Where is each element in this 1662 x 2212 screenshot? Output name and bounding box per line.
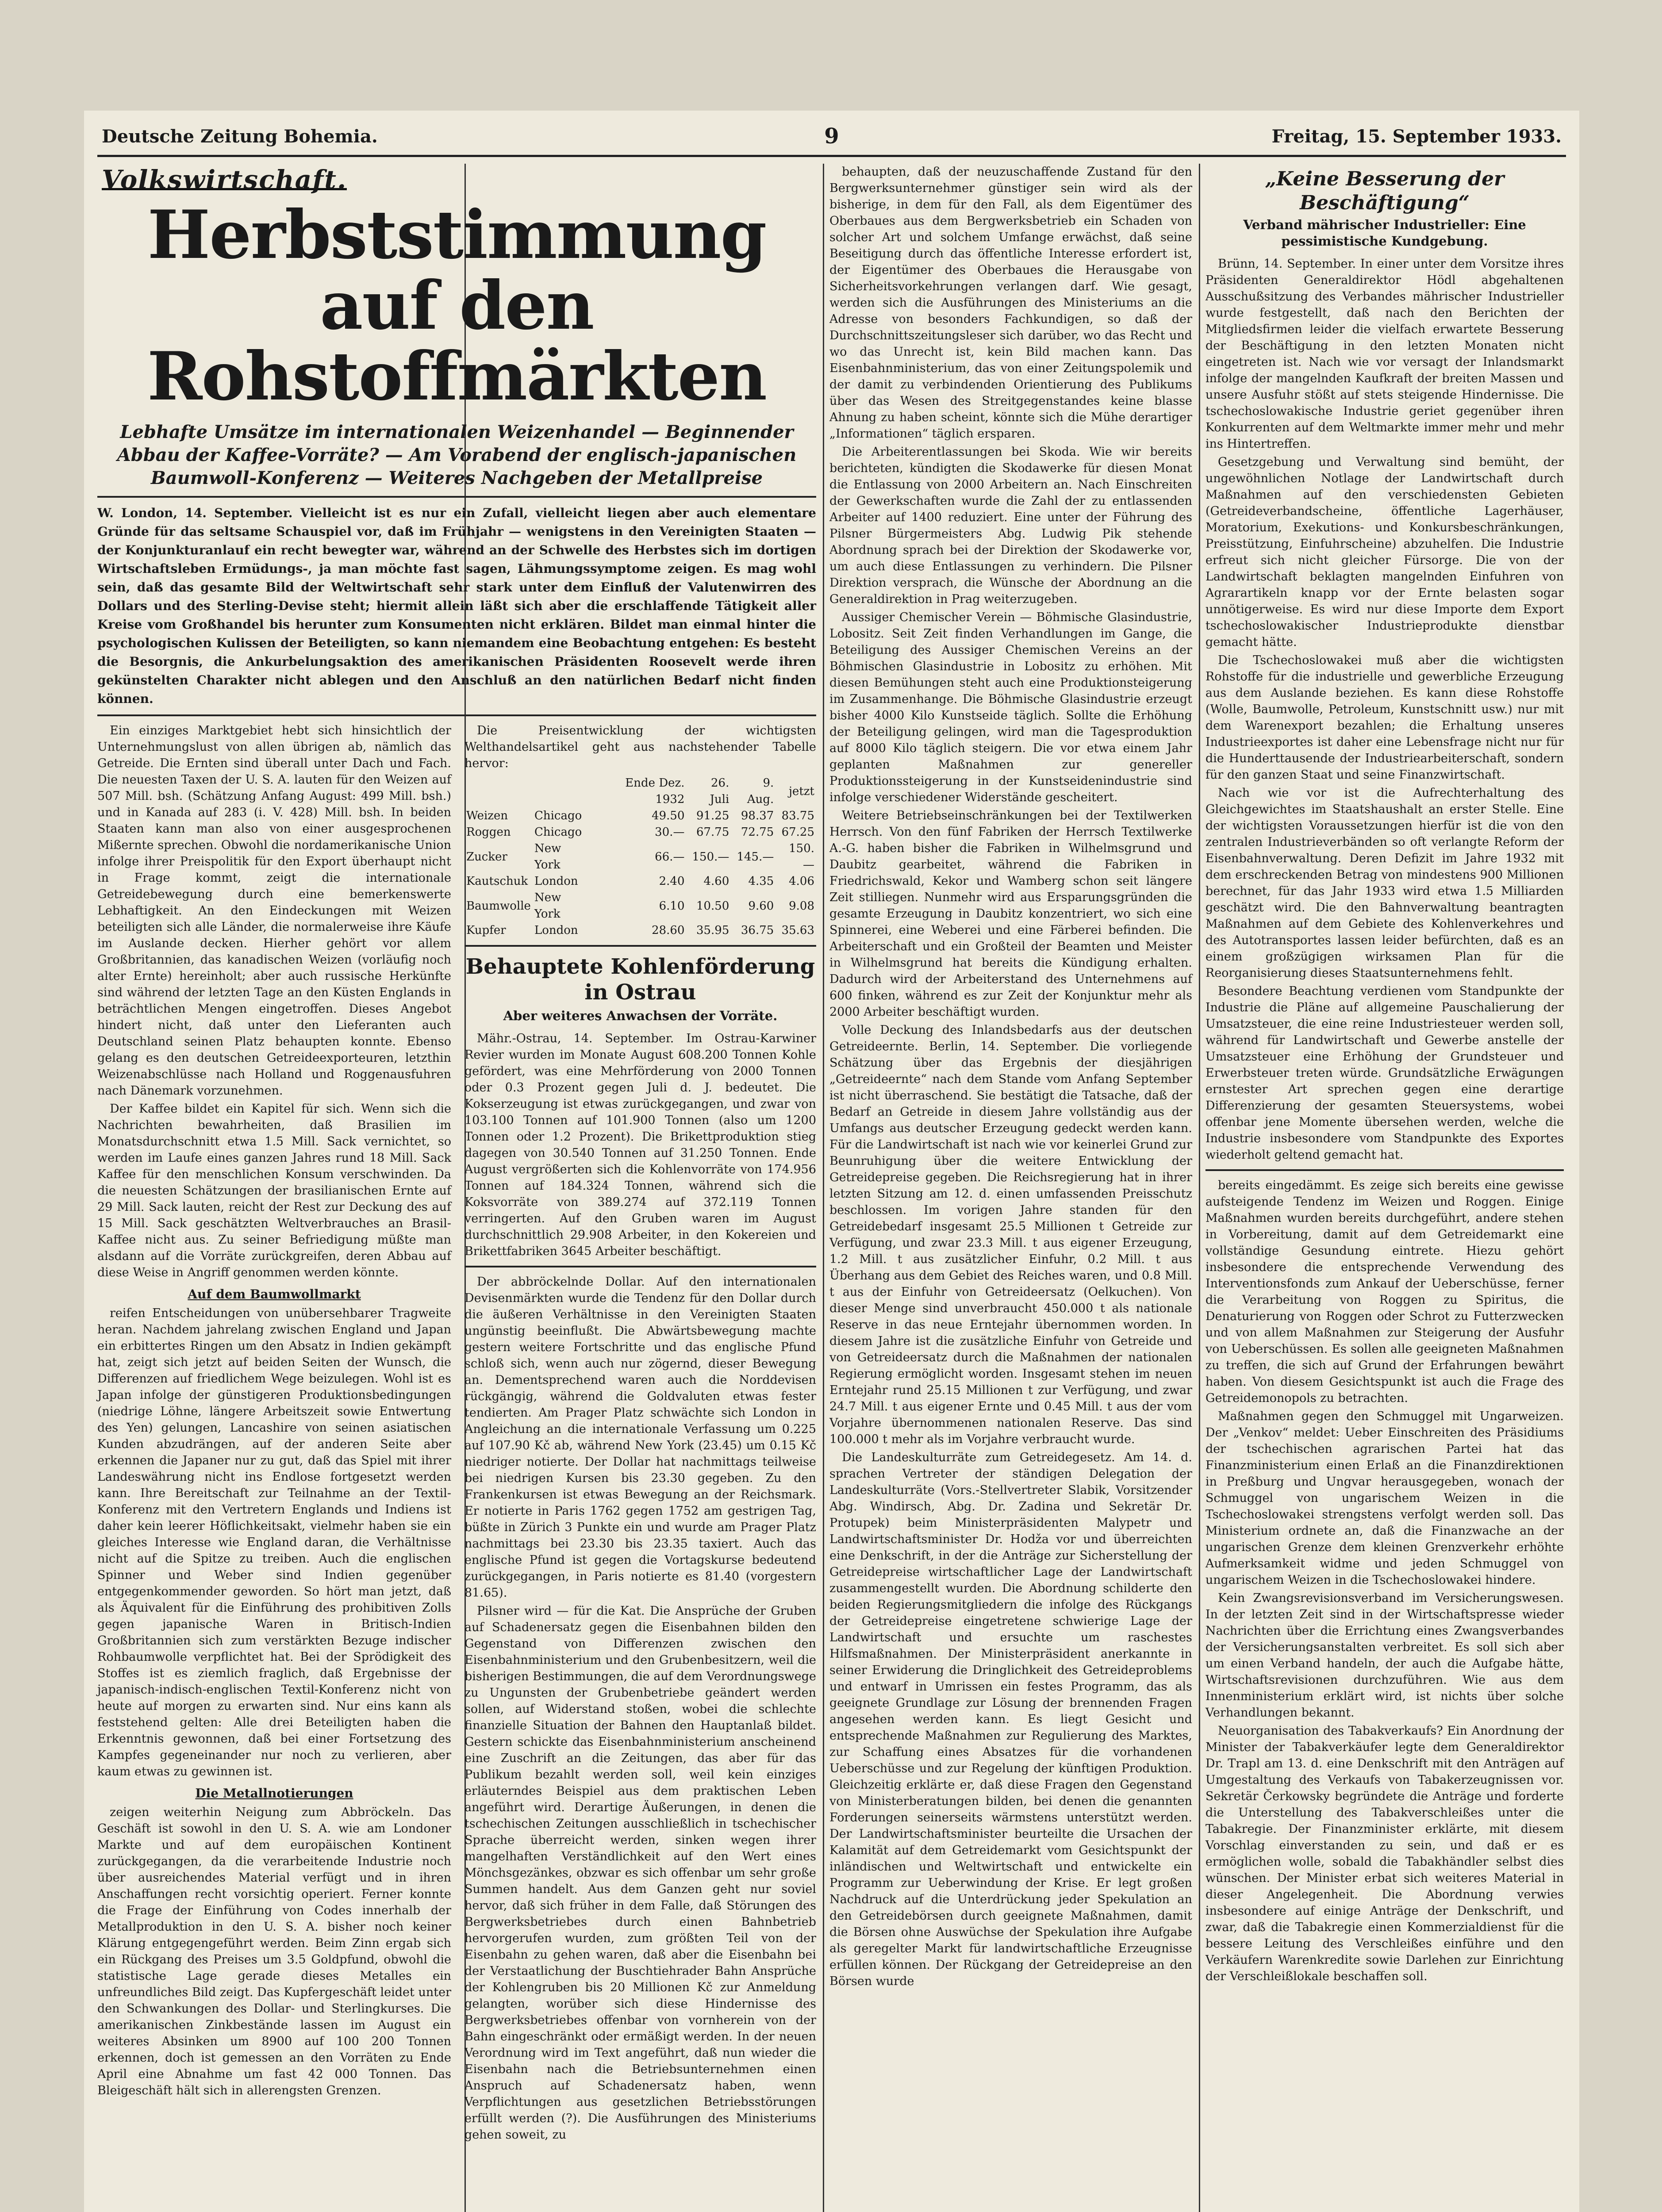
newspaper-page [84, 111, 1579, 2212]
middle-column [829, 164, 1192, 1991]
table-cell: 98.37 [741, 809, 774, 822]
paragraph: Die Tschechoslowakei muß aber die wichtigsten Rohstoffe für die industrielle und gewerbliche Erzeugung aus dem Auslande beziehen. Es kann diese Rohstoffe (Wolle, Baumwolle, Petroleum, Kunstschnitt usw.) nur mit dem Warenexport bezahlen; die Erhaltung unseres Industrieexportes ist daher eine Lebensfrage nicht nur für die Hunderttausende der Industriearbeiterschaft, sondern für den ganzen Staat und seine Finanzwirtschaft. [1205, 653, 1564, 782]
table-cell: 9.60 [748, 899, 774, 913]
divider [97, 714, 816, 716]
header-rule [97, 155, 1566, 157]
table-cell: London [534, 875, 578, 888]
table-cell: Roggen [466, 826, 511, 839]
table-cell: 67.25 [781, 826, 814, 839]
table-cell: 72.75 [741, 826, 774, 839]
table-cell: Chicago [534, 826, 582, 839]
table-cell: 35.95 [696, 924, 729, 937]
paragraph: Der Kaffee bildet ein Kapitel für sich. Wenn sich die Nachrichten bewahrheiten, daß Brasilien im Monatsdurchschnitt etwa 1.5 Mill. Sack vernichtet, so werden im Laufe eines ganzen Jahres rund 18 Mill. Sack Kaffee für den menschlichen Konsum verschwinden. Da die neuesten Schätzungen der brasilianischen Ernte auf 29 Mill. Sack lauten, reicht der Rest zur Deckung des auf 15 Mill. Sack geschätzten Weltverbrauches an Brasil-Kaffee nicht aus. Zu seiner Befriedigung müßte man alsdann auf die Vorräte zurückgreifen, deren Abbau auf diese Weise in Angriff genommen werden könnte. [97, 1102, 451, 1279]
table-cell: 2.40 [659, 875, 685, 888]
article-column-b [464, 722, 816, 2145]
table-cell: 150.— [692, 850, 729, 864]
table-cell: London [534, 924, 578, 937]
right-column [1205, 164, 1564, 1986]
table-row [464, 873, 816, 890]
paragraph: Maßnahmen gegen den Schmuggel mit Ungarweizen. Der „Venkov“ meldet: Ueber Einschreiten des Präsidiums der tschechischen agrarischen Partei hat das Finanzministerium einen Erlaß an die Finanzdirektionen in Preßburg und Ungvar herausgegeben, wonach der Schmuggel von ungarischem Weizen in die Tschechoslowakei strengstens verfolgt werden soll. Das Ministerium ordnete an, daß die Finanzwache an der ungarischen Grenze dem kleinen Grenzverkehr erhöhte Aufmerksamkeit widme und jeden Schmuggel von ungarischem Weizen in die Tschechoslowakei hindere. [1205, 1409, 1564, 1587]
divider [464, 945, 816, 947]
table-cell: New York [534, 842, 561, 872]
paragraph: Die Arbeiterentlassungen bei Skoda. Wie wir bereits berichteten, kündigten die Skodawerke für diesen Monat die Entlassung von 2000 Arbeitern an. Nach Einschreiten der Gewerkschaften wurde die Zahl der zu entlassenden Arbeiter auf 1400 reduziert. Eine unter der Führung des Pilsner Bürgermeisters Abg. Ludwig Pik stehende Abordnung sprach bei der Direktion der Skodawerke vor, um auch diese Entlassungen zu verhindern. Die Pilsner Direktion versprach, die Wünsche der Abordnung an die Generaldirektion in Prag weiterzugeben. [829, 445, 1192, 606]
table-cell: 9.08 [789, 899, 814, 913]
table-cell: 91.25 [696, 809, 729, 822]
article-subheadline: Lebhafte Umsätze im internationalen Weizenhandel — Beginnender Abbau der Kaffee-Vorräte? — Am Vorabend der englisch-japanischen Baumwoll-Konferenz — Weiteres Nachgeben der Metallpreise [117, 422, 797, 488]
divider [1205, 1169, 1564, 1171]
masthead-name: Deutsche Zeitung Bohemia. [102, 126, 378, 147]
table-cell: New York [534, 891, 561, 921]
section-heading: Auf dem Baumwollmarkt [188, 1287, 361, 1302]
article-subheadline: Aber weiteres Anwachsen der Vorräte. [503, 1008, 778, 1023]
table-cell: 28.60 [652, 924, 685, 937]
table-cell: jetzt [788, 784, 814, 798]
divider [464, 1266, 816, 1267]
table-row [464, 841, 816, 873]
table-row [464, 808, 816, 824]
page-number: 9 [824, 124, 839, 149]
table-cell: Kupfer [466, 924, 506, 937]
divider [97, 496, 816, 498]
section-heading: Die Metallnotierungen [195, 1786, 353, 1801]
section-label: Volkswirtschaft. [102, 165, 347, 195]
article-subheadline: Verband mährischer Industrieller: Eine pessimistische Kundgebung. [1243, 217, 1526, 249]
paragraph: Gesetzgebung und Verwaltung sind bemüht, der ungewöhnlichen Notlage der Landwirtschaft durch Maßnahmen auf den verschiedensten Gebieten (Getreideverbandscheine, öffentliche Lagerhäuser, Moratorium, Exekutions- und Konkursbeschränkungen, Preisstützung, Einfuhrscheine) abzuhelfen. Die Industrie erfreut sich nicht gleicher Fürsorge. Die von der Landwirtschaft beklagten mangelnden Einfuhren von Agrarartikeln knapp vor der Ernte belasten sogar unnötigerweise. Es wird nur diese Importe dem Export tschechoslowakischer Industrieprodukte dienstbar gemacht hätte. [1205, 455, 1564, 649]
table-cell: 30.— [655, 826, 685, 839]
paragraph: Mähr.-Ostrau, 14. September. Im Ostrau-Karwiner Revier wurden im Monate August 608.200 Tonnen Kohle gefördert, was eine Mehrförderung von 2000 Tonnen oder 0.3 Prozent gegen Juli d. J. bedeutet. Die Kokserzeugung ist etwas zurückgegangen, und zwar von 103.100 Tonnen auf 101.900 Tonnen (also um 1200 Tonnen oder 1.2 Prozent). Die Brikettproduktion stieg dagegen von 30.540 Tonnen auf 31.250 Tonnen. Ende August vergrößerten sich die Kohlenvorräte von 174.956 Tonnen auf 184.324 Tonnen, während sich die Koksvorräte von 389.274 auf 372.119 Tonnen verringerten. Auf den Gruben waren im August durchschnittlich 29.908 Arbeiter, in den Kokereien und Brikettfabriken 3645 Arbeiter beschäftigt. [464, 1032, 816, 1258]
main-article [97, 164, 816, 2142]
table-cell: Kautschuk [466, 875, 528, 888]
table-cell: Baumwolle [466, 899, 531, 913]
price-table [464, 775, 816, 939]
table-cell [533, 775, 592, 808]
table-cell: Chicago [534, 809, 582, 822]
article-column-a [97, 722, 451, 2101]
paragraph: zeigen weiterhin Neigung zum Abbröckeln. Das Geschäft ist sowohl in den U. S. A. wie am Londoner Markte und auf dem europäischen Kontinent zurückgegangen, da die verarbeitende Industrie noch über ausreichendes Material verfügt und in ihren Anschaffungen recht vorsichtig operiert. Ferner konnte die Frage der Einführung von Codes innerhalb der Metallproduktion in den U. S. A. bisher noch keiner Klärung entgegengeführt werden. Beim Zinn ergab sich ein Rückgang des Preises um 3.5 Goldpfund, obwohl die statistische Lage gerade dieses Metalles ein unfreundliches Bild zeigt. Das Kupfergeschäft leidet unter den Schwankungen des Dollar- und Sterlingkurses. Die amerikanischen Zinkbestände lassen im August ein weiteres Absinken um 8900 auf 100 200 Tonnen erkennen, doch ist gemessen an den Vorräten zu Ende April eine Abnahme um fast 42 000 Tonnen. Das Bleigeschäft hält sich in allerengsten Grenzen. [97, 1805, 451, 2097]
paragraph: Nach wie vor ist die Aufrechterhaltung des Gleichgewichtes im Staatshaushalt an erster Stelle. Eine der wichtigsten Voraussetzungen hierfür ist die von den zentralen Industrieverbänden so oft verlangte Reform der Eisenbahnverwaltung. Deren Defizit im Jahre 1932 mit dem erschreckenden Betrag von mindestens 900 Millionen berechnet, für das Jahr 1933 wird etwa 1.5 Milliarden geschätzt wird. Die den Bahnverwaltung beantragten Maßnahmen auf dem Gebiete des Kohlenverkehres und des Autotransportes lassen leider befürchten, daß es an einem großzügigen wirksamen Plan für die Reorganisierung dieses Staatsunternehmens fehlt. [1205, 786, 1564, 980]
table-header-row [464, 775, 816, 808]
paragraph: Brünn, 14. September. In einer unter dem Vorsitze ihres Präsidenten Generaldirektor Hödl abgehaltenen Ausschußsitzung des Verbandes mährischer Industrieller wurde festgestellt, daß nach den Berichten der Mitgliedsfirmen leider die vielfach erwartete Besserung der Beschäftigung in den letzten Monaten nicht eingetreten ist. Nach wie vor versagt der Inlandsmarkt infolge der mangelnden Kaufkraft der breiten Massen und unsere Ausfuhr stößt auf stets steigende Hindernisse. Die tschechoslowakische Industrie geriet gegenüber ihren Konkurrenten auf dem Weltmarkte immer mehr und mehr ins Hintertreffen. [1205, 257, 1564, 451]
paragraph: Die Landeskulturräte zum Getreidegesetz. Am 14. d. sprachen Vertreter der ständigen Delegation der Landeskulturräte (Vors.-Stellvertreter Slabik, Vorsitzender Abg. Windirsch, Abg. Dr. Zadina und Sekretär Dr. Protupek) beim Ministerpräsidenten Malypetr und Landwirtschaftsminister Dr. Hodža vor und überreichten eine Denkschrift, in der die Anträge zur Sicherstellung der Getreidepreise wirtschaftlicher Lage der Landwirtschaft zusammengestellt wurden. Die Abordnung schilderte den beiden Regierungsmitgliedern die infolge des Rückgangs der Getreidepreise eingetretene schwierige Lage der Landwirtschaft und ersuchte um raschestes Hilfsmaßnahmen. Der Ministerpräsident anerkannte in seiner Erwiderung die Dringlichkeit des Getreideproblems und entwarf in Umrissen ein festes Programm, das als geeignete Grundlage zur Lösung der brennenden Fragen angesehen werden kann. Es liegt Gesicht und entsprechende Maßnahmen zur Regulierung des Marktes, zur Schaffung eines Absatzes für die vorhandenen Ueberschüsse und zur Regelung der künftigen Produktion. Gleichzeitig erklärte er, daß diese Fragen den Gegenstand von Ministerberatungen bilden, bei denen die genannten Forderungen seinerseits wärmstens unterstützt werden. Der Landwirtschaftsminister beurteilte die Ursachen der Kalamität auf dem Getreidemarkt vom Gesichtspunkt der inländischen und Weltwirtschaft und entwickelte ein Programm zur Ueberwindung der Krise. Er legt großen Nachdruck auf die Unterdrückung jeder Spekulation an den Getreidebörsen durch geeignete Maßnahmen, damit die Börsen ohne Auswüchse der Spekulation ihre Aufgabe als geregelter Markt für landwirtschaftliche Erzeugnisse erfüllen können. Der Rückgang der Getreidepreise an den Börsen wurde [829, 1451, 1192, 1988]
table-cell: 35.63 [781, 924, 814, 937]
paragraph: reifen Entscheidungen von unübersehbarer Tragweite heran. Nachdem jahrelang zwischen England und Japan ein erbittertes Ringen um den Absatz in Indien gekämpft hat, zeigt sich jetzt auf beiden Seiten der Wunsch, die Differenzen auf friedlichem Wege beizulegen. Wohl ist es Japan infolge der günstigeren Produktionsbedingungen (niedrige Löhne, längere Arbeitszeit sowie Entwertung des Yen) gelungen, Lancashire von seinen asiatischen Kunden abzudrängen, auf der anderen Seite aber erkennen die Japaner nur zu gut, daß das Spiel mit ihrer Landeswährung nicht ins Endlose fortgesetzt werden kann. Ihre Bereitschaft zur Teilnahme an der Textil-Konferenz mit den Vertretern Englands und Indiens ist daher kein leerer Höflichkeitsakt, vielmehr haben sie ein gleiches Interesse wie England daran, die Verhältnisse nicht auf die Spitze zu treiben. Auch die englischen Spinner und Weber sind Indien gegenüber entgegenkommender geworden. So hört man jetzt, daß als Äquivalent für die Einführung des prohibitiven Zolls gegen japanische Waren in Britisch-Indien Großbritannien sich zum verstärkten Bezuge indischer Rohbaumwolle verpflichtet hat. Bei der Sprödigkeit des Stoffes ist es ziemlich fraglich, daß Ergebnisse der japanisch-indisch-englischen Textil-Konferenz nicht von heute auf morgen zu erwarten sind. Nur eins kann als feststehend gelten: Alle drei Beteiligten haben die Erkenntnis gewonnen, daß bei einer Fortsetzung des Kampfes gegeneinander nur noch zu verlieren, aber kaum etwas zu gewinnen ist. [97, 1306, 451, 1778]
paragraph: behaupten, daß der neuzuschaffende Zustand für den Bergwerksunternehmer günstiger sein wird als der bisherige, in dem für den Fall, als dem Eigentümer des Oberbaues aus dem Bergwerksbetrieb ein Schaden von solcher Art und solchem Umfange erwächst, daß seine Beseitigung durch das öffentliche Interesse erfordert ist, der Eigentümer des Oberbaues die Herausgabe von Sicherheitsvorkehrungen verlangen darf. Wie gesagt, werden sich die Ausführungen des Ministeriums an die Adresse von besonders Fachkundigen, so daß der Durchschnittszeitungsleser sich darüber, wo das Recht und wo das Unrecht ist, kein Bild machen kann. Das Eisenbahnministerium, das von einer Zeitungspolemik und der damit zu verbindenden Orientierung des Publikums über das Wesen des Streitgegenstandes keine blasse Ahnung zu haben scheint, könnte sich die Mühe derartiger „Informationen“ täglich ersparen. [829, 165, 1192, 441]
paragraph: Der abbröckelnde Dollar. Auf den internationalen Devisenmärkten wurde die Tendenz für den Dollar durch die äußeren Verhältnisse in den Vereinigten Staaten ungünstig beeinflußt. Die Abwärtsbewegung machte gestern weitere Fortschritte und das englische Pfund schloß sich, wenn auch nur zögernd, dieser Bewegung an. Dementsprechend waren auch die Norddevisen rückgängig, während die Goldvaluten etwas fester tendierten. Am Prager Platz schwächte sich London in Angleichung an die internationale Verfassung um 0.225 auf 107.90 Kč ab, während New York (23.45) um 0.15 Kč niedriger notierte. Der Dollar hat nachmittags teilweise bei niedrigen Kursen bis 23.30 gegeben. Zu den Frankenkursen ist etwas Bewegung an der Reichsmark. Er notierte in Paris 1762 gegen 1752 am gestrigen Tag, büßte in Zürich 3 Punkte ein und wurde am Prager Platz nachmittags bei 23.30 bis 23.35 taxiert. Auch das englische Pfund ist gegen die Vortagskurse bedeutend zurückgegangen, in Paris notierte es 81.40 (vorgestern 81.65). [464, 1275, 816, 1600]
table-cell: 10.50 [696, 899, 729, 913]
table-cell: 145.— [737, 850, 774, 864]
table-cell: 4.06 [789, 875, 814, 888]
article-headline: Herbststimmung auf den Rohstoffmärkten [147, 196, 767, 415]
table-cell: Zucker [466, 850, 507, 864]
paragraph: Volle Deckung des Inlandsbedarfs aus der deutschen Getreideernte. Berlin, 14. September. Die vorliegende Schätzung über das Ergebnis der diesjährigen „Getreideernte“ nach dem Stande vom Anfang September ist nicht überraschend. Sie bestätigt die Tatsache, daß der Bedarf an Getreide in diesem Jahre vollständig aus der Umfangs aus deutscher Erzeugung gedeckt werden kann. Für die Landwirtschaft ist nach wie vor keinerlei Grund zur Beunruhigung über die weitere Entwicklung der Getreidepreise gegeben. Die Reichsregierung hat in ihrer letzten Sitzung am 12. d. einen umfassenden Preisschutz beschlossen. Im vorigen Jahre standen für den Getreidebedarf insgesamt 25.5 Millionen t Getreide zur Verfügung, und zwar 23.3 Mill. t aus eigener Erzeugung, 1.2 Mill. t aus zusätzlicher Einfuhr, 0.2 Mill. t aus Überhang aus dem Gebiet des Reiches waren, und 0.8 Mill. t aus der Einfuhr von Getreideersatz (Oelkuchen). Von dieser Menge sind unverbraucht 450.000 t als nationale Reserve in das neue Erntejahr übernommen worden. In diesem Jahre ist die zusätzliche Einfuhr von Getreide und von Getreideersatz durch die Maßnahmen der nationalen Regierung ermöglicht worden. Insgesamt stehen im neuen Erntejahr rund 25.15 Millionen t zur Verfügung, und zwar 24.7 Mill. t aus eigener Ernte und 0.45 Mill. t aus der vom Vorjahre übernommenen nationalen Reserve. Das sind 100.000 t mehr als im Vorjahre verbraucht wurde. [829, 1023, 1192, 1446]
article-lead: W. London, 14. September. Vielleicht ist es nur ein Zufall, vielleicht liegen aber auch elementare Gründe für das seltsame Schauspiel vor, daß im Frühjahr — wenigstens in den Vereinigten Staaten — der Konjunkturanlauf ein recht bewegter war, während an der Schwelle des Herbstes sich im dortigen Wirtschaftsleben Ermüdungs-, ja man möchte fast sagen, Lähmungssymptome zeigen. Es mag wohl sein, daß das gesamte Bild der Weltwirtschaft sehr stark unter dem Einfluß der Valutenwirren des Dollars und des Sterling-Devise steht; hiermit allein läßt sich aber die erschlaffende Tätigkeit aller Kreise vom Großhandel bis herunter zum Konsumenten nicht erklären. Bildet man einmal hinter die psychologischen Kulissen der Beteiligten, so kann niemandem eine Beobachtung entgehen: Es besteht die Besorgnis, die Ankurbelungsaktion des amerikanischen Präsidenten Roosevelt werde ihren gekünstelten Charakter nicht ablegen und den Anschluß an den natürlichen Bedarf nicht finden können. [97, 506, 816, 706]
table-cell: 36.75 [741, 924, 774, 937]
paragraph: Ein einziges Marktgebiet hebt sich hinsichtlich der Unternehmungslust von allen übrigen ab, nämlich das Getreide. Die Ernten sind überall unter Dach und Fach. Die neuesten Taxen der U. S. A. lauten für den Weizen auf 507 Mill. bsh. (Schätzung Anfang August: 499 Mill. bsh.) und in Kanada auf 283 (i. V. 428) Mill. bsh. In beiden Staaten kann man also von einer ausgesprochenen Mißernte sprechen. Obwohl die nordamerikanische Union infolge ihrer Preispolitik für den Export überhaupt nicht in Frage kommt, zeigt die internationale Getreidebewegung durch eine bemerkenswerte Lebhaftigkeit. An den Eindeckungen mit Weizen beteiligten sich alle Länder, die normalerweise ihre Käufe im Auslande decken. Hierher gehört vor allem Großbritannien, das kanadischen Weizen (vorläufig noch alter Ernte) hereinholt; aber auch russische Herkünfte sind während der letzten Tage an den Küsten Englands in beträchtlichen Mengen eingetroffen. Dieses Angebot hindert nicht, daß unter den Lieferanten auch Deutschland seinen Platz behaupten konnte. Ebenso gelang es den deutschen Getreideexporteuren, letzthin Weizenabschlüsse nach Holland und Roggenausfuhren nach Dänemark vorzunehmen. [97, 724, 451, 1098]
table-cell: 150.— [789, 842, 814, 872]
paragraph: Kein Zwangsrevisionsverband im Versicherungswesen. In der letzten Zeit sind in der Wirtschaftspresse wieder Nachrichten über die Errichtung eines Zwangsverbandes der Versicherungsanstalten verbreitet. Es soll sich aber um einen Verband handeln, der auch die Aufgabe hätte, Wirtschaftsrevisionen durchzuführen. Wie aus dem Innenministerium erklärt wird, ist nichts über solche Verhandlungen bekannt. [1205, 1591, 1564, 1720]
table-cell [464, 775, 533, 808]
paragraph: Besondere Beachtung verdienen vom Standpunkte der Industrie die Pläne auf allgemeine Pauschalierung der Umsatzsteuer, die eine reine Industriesteuer werden soll, während für Landwirtschaft und Gewerbe anstelle der Umsatzsteuer eine Erhöhung der Grundsteuer und Erwerbsteuer treten würde. Grundsätzliche Erwägungen ernstester Art sprechen gegen eine derartige Differenzierung der gesamten Steuersystems, wobei offenbar jene Momente übersehen werden, welche die Industrie insbesondere vom Standpunkte des Exportes wiederholt geltend gemacht hat. [1205, 984, 1564, 1162]
paragraph: bereits eingedämmt. Es zeige sich bereits eine gewisse aufsteigende Tendenz im Weizen und Roggen. Einige Maßnahmen wurden bereits durchgeführt, andere stehen in Vorbereitung, damit auf dem Getreidemarkt eine vollständige Gesundung eintrete. Hiezu gehört insbesondere die entsprechende Verwendung des Interventionsfonds zum Ankauf der Ueberschüsse, ferner die Verarbeitung von Roggen zu Spiritus, die Denaturierung von Roggen oder Schrot zu Futterzwecken und von allem Maßnahmen zur Steigerung der Ausfuhr von Ueberschüssen. Es sollen alle geeigneten Maßnahmen zu treffen, die sich auf Grund der Erfahrungen bewährt haben. Von diesem Gesichtspunkt ist auch die Frage des Getreidemonopols zu betrachten. [1205, 1179, 1564, 1405]
paragraph: Aussiger Chemischer Verein — Böhmische Glasindustrie, Lobositz. Seit Zeit finden Verhandlungen im Gange, die Beteiligung des Aussiger Chemischen Vereins an der Böhmischen Glasindustrie in Lobositz zu erhöhen. Mit diesen Bemühungen steht auch eine Produktionsteigerung im Zusammenhange. Die Böhmische Glasindustrie erzeugt bisher 4000 Kilo Kunstseide täglich. Sollte die Erhöhung der Beteiligung gelingen, wird man die Tagesproduktion auf 8000 Kilo täglich steigern. Die vor etwa einem Jahr geplanten Maßnahmen zur genereller Produktionssteigerung in der Kunstseidenindustrie sind infolge verschiedener Widerstände gescheitert. [829, 611, 1192, 804]
table-cell: 83.75 [781, 809, 814, 822]
page-header [102, 126, 1562, 153]
paragraph: Pilsner wird — für die Kat. Die Ansprüche der Gruben auf Schadenersatz gegen die Eisenbahnen bilden den Gegenstand von Differenzen zwischen den Eisenbahnministerium und den Grubenbesitzern, weil die bisherigen Bestimmungen, die auf dem Verordnungswege zu Ungunsten der Grubenbetriebe geändert werden sollen, auf Widerstand stoßen, wobei die schlechte finanzielle Situation der Bahnen den Hauptanlaß bildet. Gestern schickte das Eisenbahnministerium anscheinend eine Zuschrift an die Zeitungen, das aber für das Publikum bezahlt werden soll, weil kein einziges erläuterndes Beispiel aus dem praktischen Leben angeführt wird. Derartige Äußerungen, in denen die tschechischen Zeitungen ausschließlich in tschechischer Sprache überreicht werden, sinken wegen ihrer mangelhaften Verständlichkeit auf den Wert eines Mönchsgezänkes, obzwar es sich offenbar um sehr große Summen handelt. Aus dem Ganzen geht nur soviel hervor, daß sich früher in dem Falle, daß Störungen des Bergwerksbetriebes durch einen Bahnbetrieb hervorgerufen wurden, zum größten Teil von der Eisenbahn zu gehen waren, daß aber die Eisenbahn bei der Verstaatlichung der Buschtiehrader Bahn Ansprüche der Kohlengruben bis 20 Millionen Kč zur Anmeldung gelangten, worüber sich diese Hindernisse des Bergwerksbetriebes offenbar von vornherein von der Bahn eingeschränkt oder ermäßigt werden. In der neuen Verordnung wird im Text angeführt, daß nun wieder die Eisenbahn nach die Betriebsunternehmen einen Anspruch auf Schadenersatz haben, wenn Verpflichtungen aus gesetzlichen Betriebsstörungen erfüllt werden (?). Die Ausführungen des Ministeriums gehen soweit, zu [464, 1604, 816, 2142]
table-cell: Weizen [466, 809, 508, 822]
paragraph: Neuorganisation des Tabakverkaufs? Ein Anordnung der Minister der Tabakverkäufer legte dem Generaldirektor Dr. Trapl am 13. d. eine Denkschrift mit den Anträgen auf Umgestaltung des Verkaufs von Tabakerzeugnissen vor. Sekretär Čerkowsky begründete die Anträge und forderte die Unterstellung des Tabakverschleißes unter die Tabakregie. Der Finanzminister erklärte, mit diesem Vorschlag einverstanden zu sein, und daß er es ermöglichen wolle, sobald die Tabakhändler selbst dies wünschen. Der Minister erbat sich weiteres Material in dieser Angelegenheit. Die Abordnung verwies insbesondere auf einige Anträge der Denkschrift, und zwar, daß die Tabakregie einen Kommerzialdienst für die bessere Leitung des Verschleißes einführe und den Verkäufern Warenkredite sowie Darlehen zur Einrichtung der Verschleißlokale beschaffen soll. [1205, 1724, 1564, 1983]
table-row [464, 824, 816, 841]
article-headline: Behauptete Kohlenförderung in Ostrau [465, 954, 815, 1005]
article-headline: „Keine Besserung der Beschäftigung“ [1265, 168, 1505, 214]
table-cell: 4.35 [748, 875, 774, 888]
issue-date: Freitag, 15. September 1933. [1271, 126, 1562, 147]
paragraph: Die Preisentwicklung der wichtigsten Welthandelsartikel geht aus nachstehender Tabelle hervor: [464, 724, 816, 770]
table-cell: 26. Juli [710, 776, 729, 806]
table-cell: 49.50 [652, 809, 685, 822]
table-cell: 67.75 [696, 826, 729, 839]
table-row [464, 890, 816, 922]
table-cell: 9. Aug. [747, 776, 774, 806]
table-cell: 4.60 [703, 875, 729, 888]
table-cell: Ende Dez. 1932 [625, 776, 685, 806]
table-cell: 66.— [655, 850, 685, 864]
column-divider [823, 164, 824, 2212]
table-row [464, 922, 816, 939]
column-divider [1199, 164, 1200, 2212]
paragraph: Weitere Betriebseinschränkungen bei der Textilwerken Herrsch. Von den fünf Fabriken der Herrsch Textilwerke A.-G. haben bisher die Fabriken in Wilhelmsgrund und Daubitz gearbeitet, während die Fabriken in Friedrichswald, Kekor und Wamberg schon seit längere Zeit stilliegen. Nunmehr wird aus Ersparungsgründen die gesamte Erzeugung in Daubitz konzentriert, wo sich eine Spinnerei, eine Weberei und eine Färberei befinden. Die Arbeiterschaft und ein Großteil der Beamten und Meister in Wilhelmsgrund hat bereits die Kündigung erhalten. Dadurch wird der Arbeiterstand des Unternehmens auf 600 finken, während es zur Zeit der Konjunktur mehr als 2000 Arbeiter beschäftigt wurden. [829, 809, 1192, 1019]
table-cell: 6.10 [659, 899, 685, 913]
